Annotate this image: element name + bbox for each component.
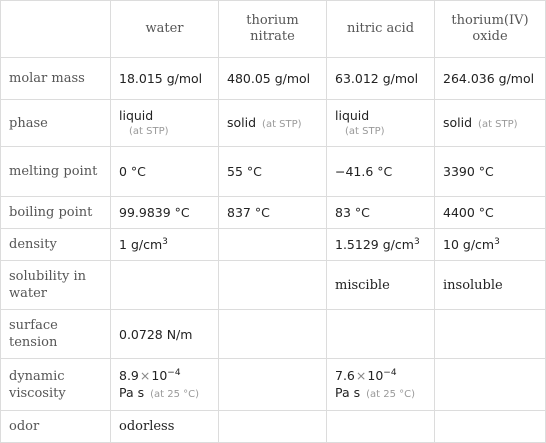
cell-melting-point-thorium-nitrate: 55 °C bbox=[219, 147, 327, 197]
cell-surface-tension-nitric-acid bbox=[327, 310, 435, 359]
cell-solubility-nitric-acid: miscible bbox=[327, 261, 435, 310]
column-header-nitric-acid: nitric acid bbox=[327, 1, 435, 58]
header-row bbox=[1, 1, 546, 58]
cell-molar-mass-water: 18.015 g/mol bbox=[111, 58, 219, 100]
column-header-thorium-nitrate: thorium nitrate bbox=[219, 1, 327, 58]
row-label-solubility: solubility in water bbox=[1, 261, 111, 310]
row-odor bbox=[1, 411, 546, 443]
cell-odor-thorium-nitrate bbox=[219, 411, 327, 443]
cell-boiling-point-thorium-nitrate: 837 °C bbox=[219, 197, 327, 229]
column-header-thorium-oxide: thorium(IV) oxide bbox=[435, 1, 546, 58]
cell-phase-thorium-oxide bbox=[435, 100, 546, 147]
row-label-boiling-point: boiling point bbox=[1, 197, 111, 229]
phase-value: solid bbox=[443, 114, 473, 130]
column-header-water: water bbox=[111, 1, 219, 58]
row-label-dynamic-viscosity: dynamic viscosity bbox=[1, 359, 111, 411]
cell-viscosity-water bbox=[111, 359, 219, 411]
cell-melting-point-nitric-acid: −41.6 °C bbox=[327, 147, 435, 197]
cell-surface-tension-water: 0.0728 N/m bbox=[111, 310, 219, 359]
phase-note: (at STP) bbox=[345, 126, 385, 137]
row-melting-point bbox=[1, 147, 546, 197]
corner-cell bbox=[1, 1, 111, 58]
cell-melting-point-thorium-oxide: 3390 °C bbox=[435, 147, 546, 197]
row-label-molar-mass: molar mass bbox=[1, 58, 111, 100]
cell-odor-nitric-acid bbox=[327, 411, 435, 443]
cell-phase-nitric-acid bbox=[327, 100, 435, 147]
cell-solubility-water bbox=[111, 261, 219, 310]
cell-density-water: 1 $g/cm^3$ bbox=[111, 229, 219, 261]
cell-phase-thorium-nitrate bbox=[219, 100, 327, 147]
cell-molar-mass-thorium-oxide: 264.036 g/mol bbox=[435, 58, 546, 100]
row-label-density: density bbox=[1, 229, 111, 261]
cell-odor-water: odorless bbox=[111, 411, 219, 443]
row-phase bbox=[1, 100, 546, 147]
row-solubility bbox=[1, 261, 546, 310]
cell-density-nitric-acid: 1.5129 $g/cm^3$ bbox=[327, 229, 435, 261]
cell-odor-thorium-oxide bbox=[435, 411, 546, 443]
cell-melting-point-water: 0 °C bbox=[111, 147, 219, 197]
row-molar-mass bbox=[1, 58, 546, 100]
cell-molar-mass-thorium-nitrate: 480.05 g/mol bbox=[219, 58, 327, 100]
phase-note: (at STP) bbox=[129, 126, 169, 137]
phase-value: liquid bbox=[335, 108, 370, 123]
cell-density-thorium-oxide: 10 $g/cm^3$ bbox=[435, 229, 546, 261]
cell-solubility-thorium-nitrate bbox=[219, 261, 327, 310]
phase-value: solid bbox=[227, 114, 257, 130]
phase-note: (at STP) bbox=[478, 118, 518, 130]
cell-phase-water bbox=[111, 100, 219, 147]
viscosity-value: $7.6\times 10^{-4}$ bbox=[335, 367, 397, 383]
cell-viscosity-thorium-nitrate bbox=[219, 359, 327, 411]
cell-boiling-point-thorium-oxide: 4400 °C bbox=[435, 197, 546, 229]
phase-value: liquid bbox=[119, 108, 154, 123]
cell-density-thorium-nitrate bbox=[219, 229, 327, 261]
row-dynamic-viscosity bbox=[1, 359, 546, 411]
cell-viscosity-nitric-acid bbox=[327, 359, 435, 411]
cell-boiling-point-water: 99.9839 °C bbox=[111, 197, 219, 229]
row-boiling-point bbox=[1, 197, 546, 229]
cell-boiling-point-nitric-acid: 83 °C bbox=[327, 197, 435, 229]
cell-molar-mass-nitric-acid: 63.012 g/mol bbox=[327, 58, 435, 100]
cell-surface-tension-thorium-oxide bbox=[435, 310, 546, 359]
phase-note: (at STP) bbox=[262, 118, 302, 130]
row-density bbox=[1, 229, 546, 261]
row-label-odor: odor bbox=[1, 411, 111, 443]
cell-solubility-thorium-oxide: insoluble bbox=[435, 261, 546, 310]
cell-surface-tension-thorium-nitrate bbox=[219, 310, 327, 359]
viscosity-unit: Pa s (at 25 °C) bbox=[335, 384, 416, 400]
row-surface-tension bbox=[1, 310, 546, 359]
viscosity-value: $8.9\times 10^{-4}$ bbox=[119, 367, 181, 383]
viscosity-unit: Pa s (at 25 °C) bbox=[119, 384, 200, 400]
row-label-melting-point: melting point bbox=[1, 147, 111, 197]
row-label-phase: phase bbox=[1, 100, 111, 147]
cell-viscosity-thorium-oxide bbox=[435, 359, 546, 411]
row-label-surface-tension: surface tension bbox=[1, 310, 111, 359]
